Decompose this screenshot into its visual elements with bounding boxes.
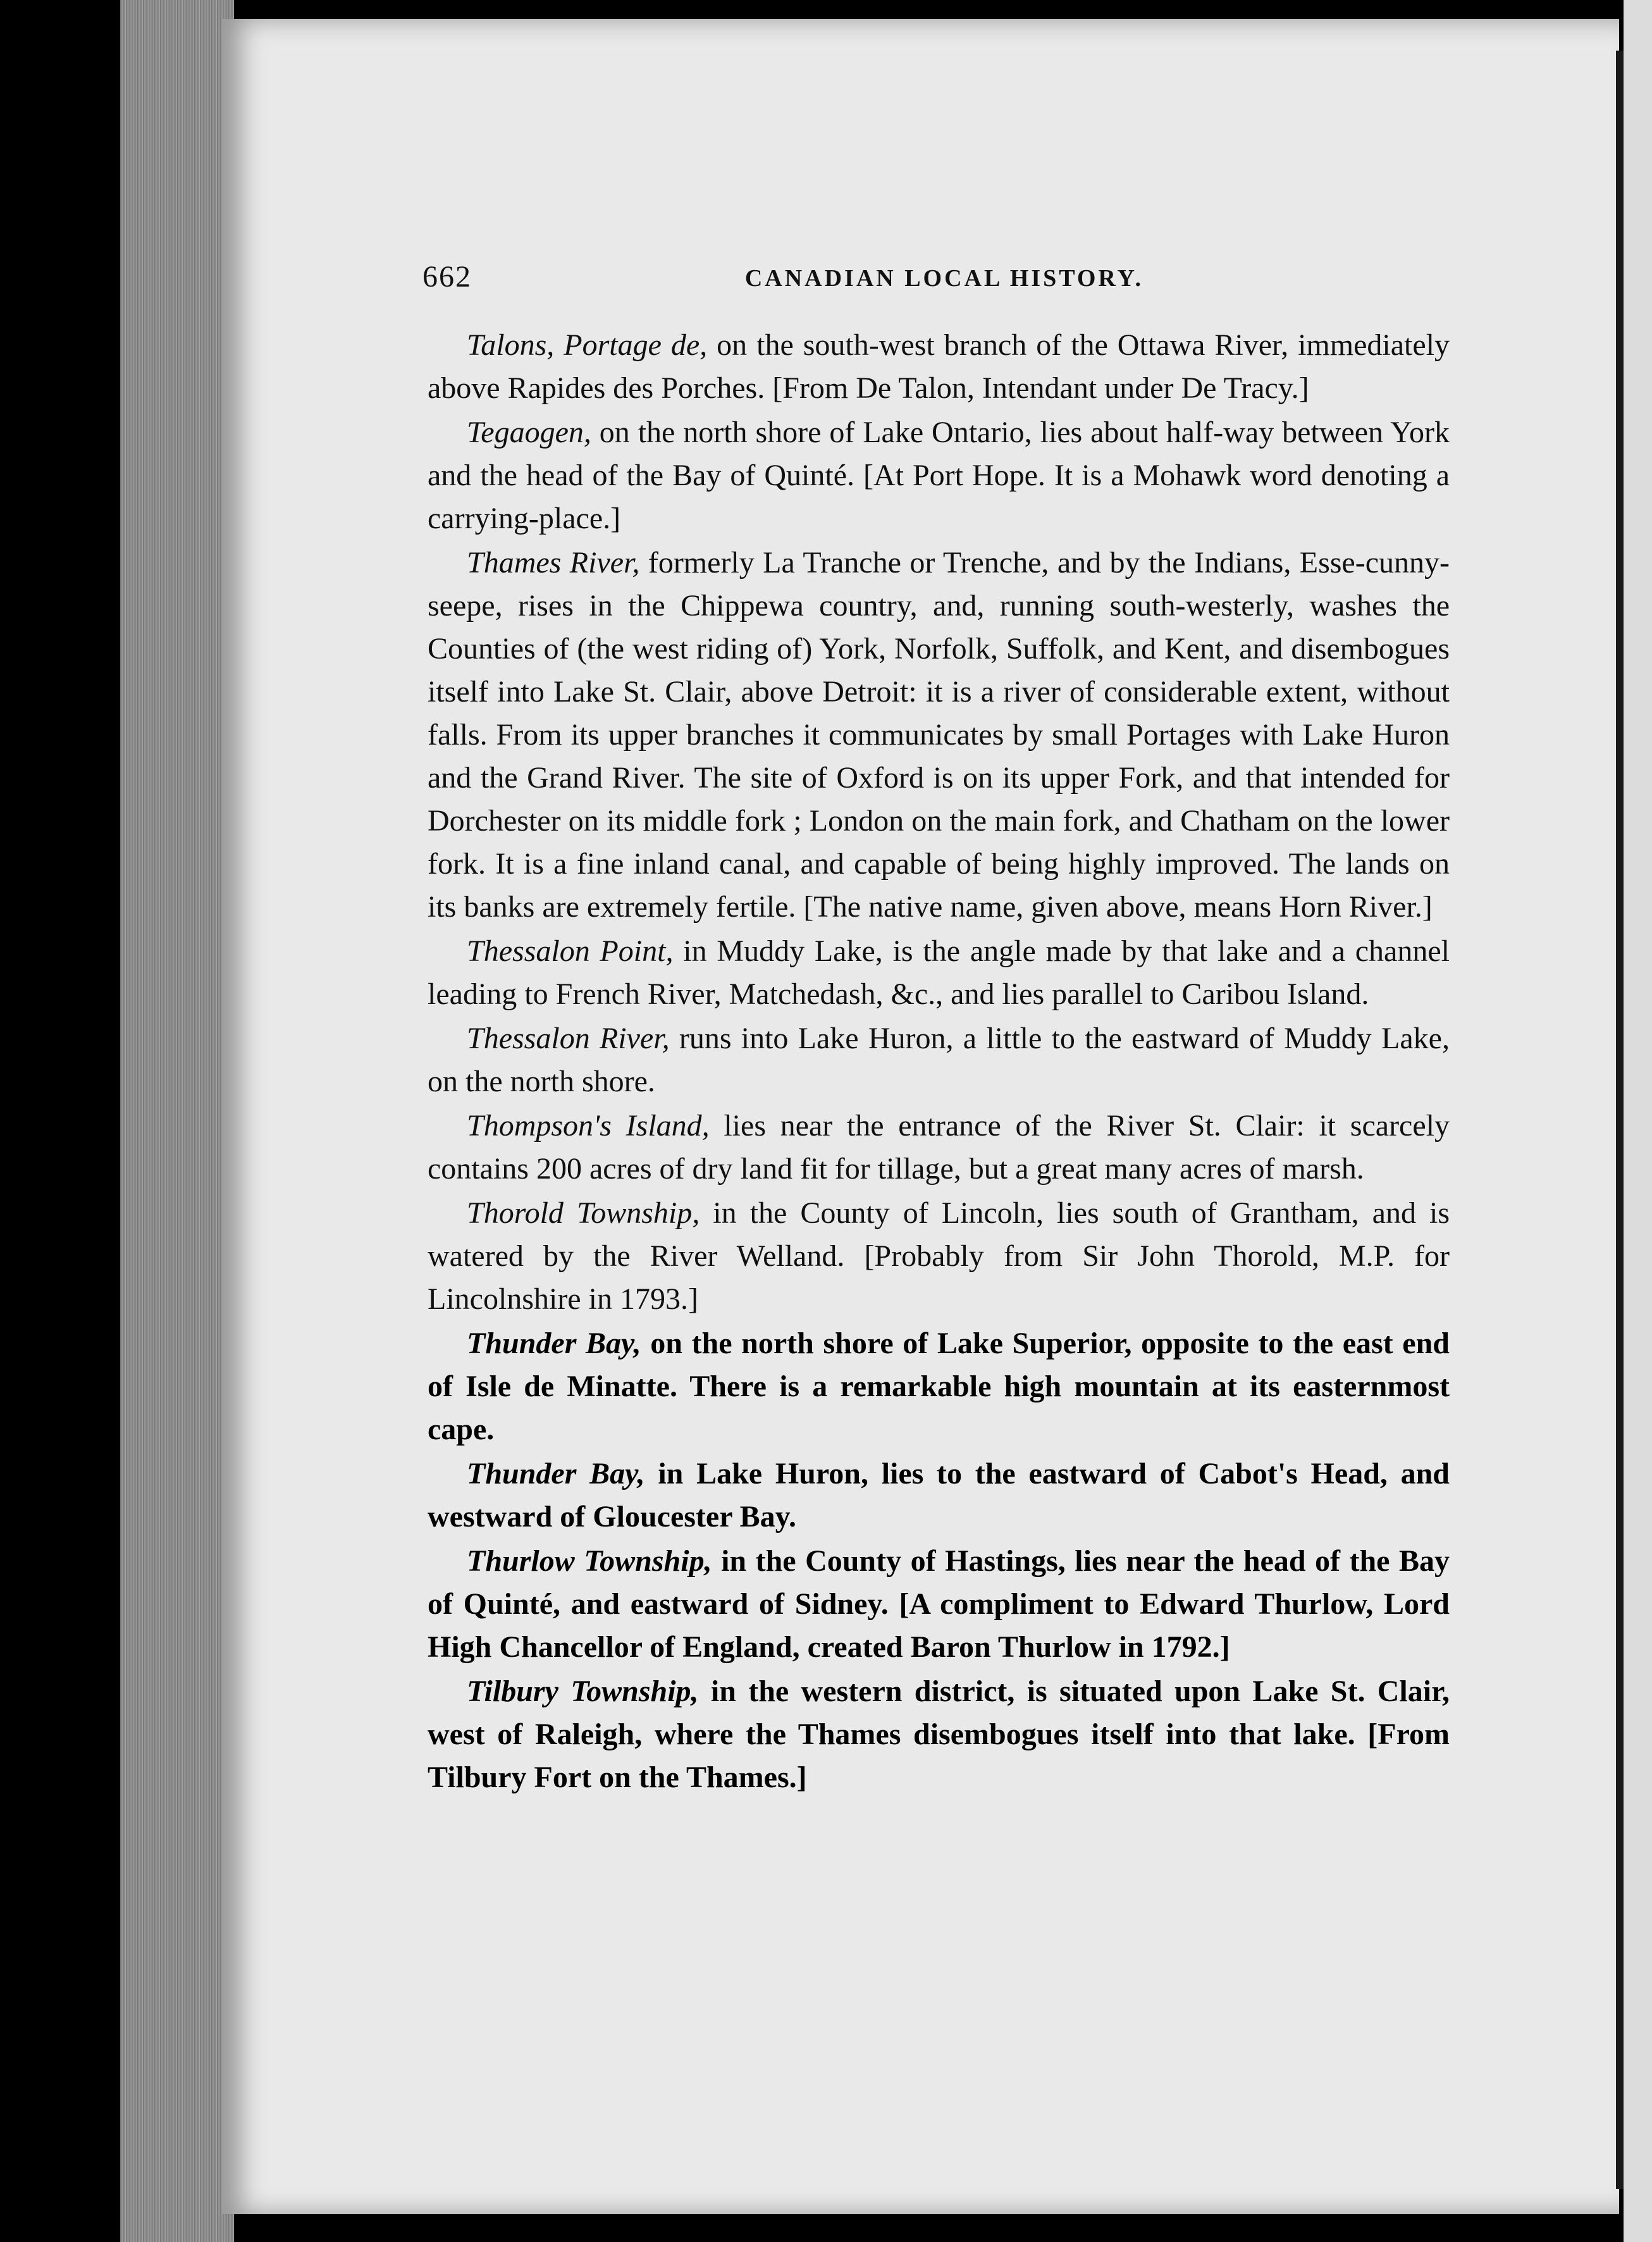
entry-talons [428,324,1450,410]
entry-term: Thorold Township, [467,1196,700,1230]
entry-term: Thessalon Point, [467,934,674,968]
entry-thorold-township [428,1192,1450,1321]
entry-thessalon-point [428,930,1450,1016]
body-text [428,324,1450,1800]
entry-term: Thames River, [467,546,640,579]
entry-term: Thunder Bay, [467,1327,641,1360]
entry-tilbury-township [428,1670,1450,1799]
entry-term: Thurlow Township, [467,1544,712,1578]
entry-term: Thompson's Island, [467,1109,710,1143]
page-header [422,253,1143,304]
page-number: 662 [422,260,472,294]
entry-term: Tegaogen, [467,416,591,449]
entry-text: on the north shore of Lake Ontario, lies about half-way between York and the head of the Bay of Quinté. [At Port Hope. It is a Mohawk word denoting a carrying-place.] [428,416,1450,535]
entry-term: Thunder Bay, [467,1457,645,1490]
entry-text: in the County of Hastings, lies near the head of the Bay of Quinté, and eastward of Sidney. [A compliment to Edward Thurlow, Lord High Chancellor of England, created Baron Thurlow in 1792.] [428,1544,1450,1664]
entry-term: Talons, Portage de, [467,328,708,362]
entry-text: lies near the entrance of the River St. Clair: it scarcely contains 200 acres of dry land fit for tillage, but a great many acres of marsh. [428,1109,1450,1186]
entry-thessalon-river [428,1017,1450,1103]
entry-thunder-bay-huron [428,1452,1450,1539]
entry-term: Thessalon River, [467,1022,670,1055]
entry-thames-river [428,542,1450,929]
entry-text: runs into Lake Huron, a little to the eastward of Muddy Lake, on the north shore. [428,1022,1450,1098]
book-page-edges [120,0,234,2242]
entry-thunder-bay-superior [428,1322,1450,1451]
entry-text: on the south-west branch of the Ottawa River, immediately above Rapides des Porches. [From De Talon, Intendant under De Tracy.] [428,328,1450,405]
entry-text: formerly La Tranche or Trenche, and by the Indians, Esse-cunny-seepe, rises in the Chippewa country, and, running south-westerly, washes the Counties of (the west riding of) York, Norfolk, Suffolk, and Kent, and disembogues itself into Lake St. Clair, above Detroit: it is a river of considerable extent, without falls. From its upper branches it communicates by small Portages with Lake Huron and the Grand River. The site of Oxford is on its upper Fork, and that intended for Dorchester on its middle fork ; London on the main fork, and Chatham on the lower fork. It is a fine inland canal, and capable of being highly improved. The lands on its banks are extremely fertile. [The native name, given above, means Horn River.] [428,546,1450,924]
entry-term: Tilbury Township, [467,1675,699,1708]
entry-text: in Muddy Lake, is the angle made by that lake and a channel leading to French River, Matchedash, &c., and lies parallel to Caribou Island. [428,934,1450,1011]
facing-page-strip [1624,0,1652,2242]
entry-tegaogen [428,411,1450,540]
entry-text: in Lake Huron, lies to the eastward of Cabot's Head, and westward of Gloucester Bay. [428,1457,1450,1533]
entry-thompsons-island [428,1105,1450,1191]
entry-thurlow-township [428,1540,1450,1669]
facing-page-edge [1616,51,1624,2189]
running-title: CANADIAN LOCAL HISTORY. [744,265,1143,292]
entry-text: in the western district, is situated upon Lake St. Clair, west of Raleigh, where the Thames disembogues itself into that lake. [From Tilbury Fort on the Thames.] [428,1675,1450,1794]
entry-text: in the County of Lincoln, lies south of Grantham, and is watered by the River Welland. [Probably from Sir John Thorold, M.P. for Lincolnshire in 1793.] [428,1196,1450,1316]
entry-text: on the north shore of Lake Superior, opposite to the east end of Isle de Minatte. There is a remarkable high mountain at its easternmost cape. [428,1327,1450,1446]
